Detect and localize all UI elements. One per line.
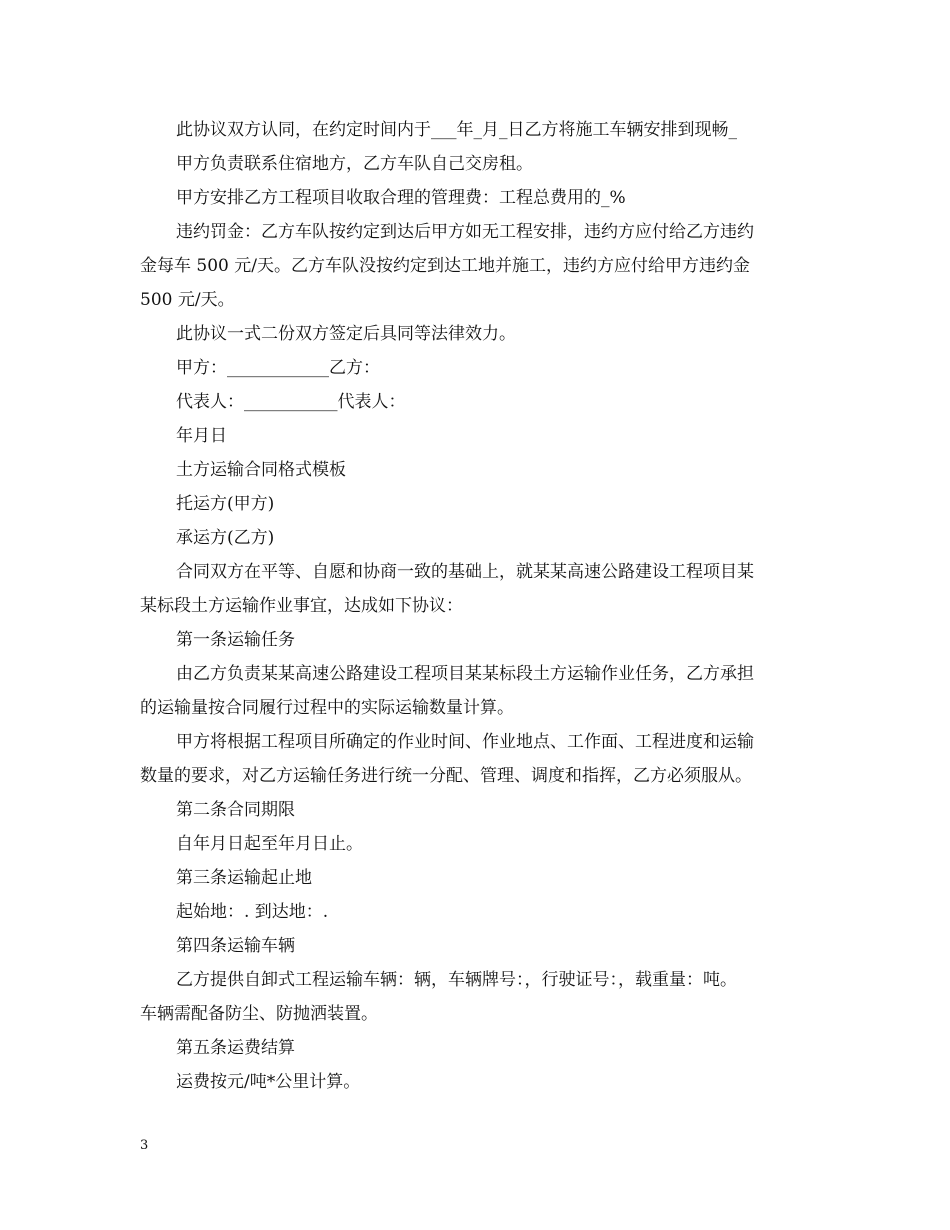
text-line: 数量的要求，对乙方运输任务进行统一分配、管理、调度和指挥，乙方必须服从。: [140, 766, 752, 786]
page-number: 3: [140, 1138, 149, 1153]
text-line: 合同双方在平等、自愿和协商一致的基础上，就某某高速公路建设工程项目某: [176, 562, 754, 582]
text-line: 运费按元/吨*公里计算。: [176, 1072, 361, 1092]
text-line: 的运输量按合同履行过程中的实际运输数量计算。: [140, 698, 514, 718]
document-body: [140, 113, 812, 1099]
text-line: 500 元/天。: [140, 290, 235, 310]
text-line: 甲方负责联系住宿地方，乙方车队自己交房租。: [176, 154, 533, 174]
text-line: 第一条运输任务: [176, 630, 295, 650]
text-line: 甲方安排乙方工程项目收取合理的管理费：工程总费用的_%: [176, 188, 626, 208]
text-line: 此协议双方认同，在约定时间内于___年_月_日乙方将施工车辆安排到现畅_: [176, 120, 737, 140]
text-line: 起始地：. 到达地：.: [176, 902, 329, 922]
text-line: 由乙方负责某某高速公路建设工程项目某某标段土方运输作业任务，乙方承担: [176, 664, 754, 684]
text-line: 违约罚金：乙方车队按约定到达后甲方如无工程安排，违约方应付给乙方违约: [176, 222, 754, 242]
text-line: 第五条运费结算: [176, 1038, 295, 1058]
text-line: 代表人：___________代表人：: [176, 392, 406, 412]
text-line: 第二条合同期限: [176, 800, 295, 820]
text-line: 承运方(乙方): [176, 528, 275, 548]
text-line: 车辆需配备防尘、防抛洒装置。: [140, 1004, 378, 1024]
text-line: 金每车 500 元/天。乙方车队没按约定到达工地并施工，违约方应付给甲方违约金: [140, 256, 750, 276]
text-line: 某标段土方运输作业事宜，达成如下协议：: [140, 596, 463, 616]
text-line: 第四条运输车辆: [176, 936, 295, 956]
text-line: 土方运输合同格式模板: [176, 460, 346, 480]
text-line: 年月日: [176, 426, 227, 446]
text-line: 第三条运输起止地: [176, 868, 312, 888]
text-line: 此协议一式二份双方签定后具同等法律效力。: [176, 324, 516, 344]
text-line: 自年月日起至年月日止。: [176, 834, 363, 854]
text-line: 甲方将根据工程项目所确定的作业时间、作业地点、工作面、工程进度和运输: [176, 732, 754, 752]
text-line: 甲方：____________乙方：: [176, 358, 380, 378]
text-line: 乙方提供自卸式工程运输车辆：辆，车辆牌号：，行驶证号：，载重量：吨。: [176, 970, 737, 990]
text-line: 托运方(甲方): [176, 494, 275, 514]
